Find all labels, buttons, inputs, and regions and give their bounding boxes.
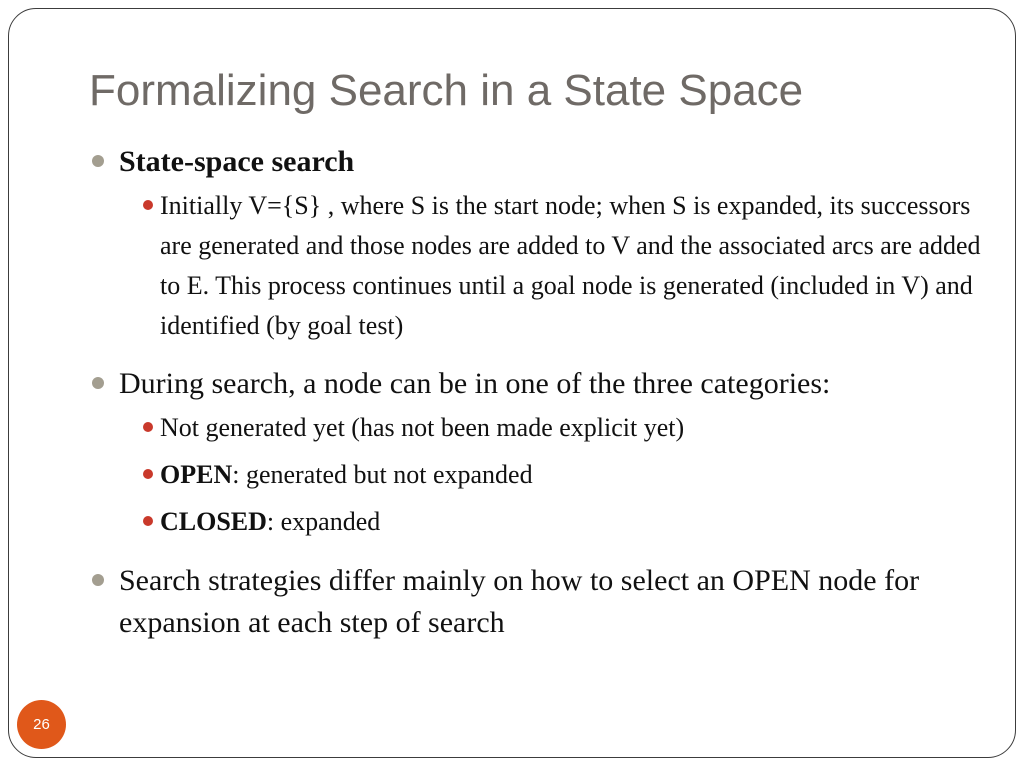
bullet-item-node-categories [89, 363, 989, 548]
sub-bullet-dot-icon [143, 422, 153, 432]
sub-bullet-strong-term: CLOSED [160, 507, 267, 536]
sub-bullet-item-closed [160, 501, 989, 548]
sub-bullet-list [119, 185, 989, 351]
sub-bullet-item-open [160, 454, 989, 501]
sub-bullet-item-initially [160, 185, 989, 351]
bullet-list [89, 141, 989, 644]
bullet-text: Search strategies differ mainly on how to select an OPEN node for expansion at each step of search [119, 564, 920, 639]
page-number-badge: 26 [17, 700, 66, 749]
sub-bullet-item-not-generated [160, 407, 989, 454]
slide-title: Formalizing Search in a State Space [89, 66, 804, 115]
sub-bullet-dot-icon [143, 516, 153, 526]
bullet-dot-icon [92, 155, 104, 167]
bullet-text: State-space search [119, 145, 355, 178]
sub-bullet-text: : expanded [266, 507, 381, 536]
sub-bullet-text: Not generated yet (has not been made explicit yet) [160, 413, 685, 442]
sub-bullet-text: : generated but not expanded [232, 460, 533, 489]
bullet-dot-icon [92, 574, 104, 586]
bullet-dot-icon [92, 377, 104, 389]
sub-bullet-strong-term: OPEN [160, 460, 233, 489]
sub-bullet-list [119, 407, 989, 548]
slide-body [89, 141, 989, 644]
bullet-text: During search, a node can be in one of the three categories: [119, 367, 831, 400]
slide [8, 8, 1016, 758]
sub-bullet-text: Initially V={S} , where S is the start node; when S is expanded, its successors are generated and those nodes are added to V and the associated arcs are added to E. This process continues until a goal node is generated (included in V) and identified (by goal test) [160, 191, 981, 340]
sub-bullet-dot-icon [143, 469, 153, 479]
bullet-item-search-strategies [89, 560, 989, 644]
sub-bullet-dot-icon [143, 200, 153, 210]
bullet-item-state-space-search [89, 141, 989, 351]
